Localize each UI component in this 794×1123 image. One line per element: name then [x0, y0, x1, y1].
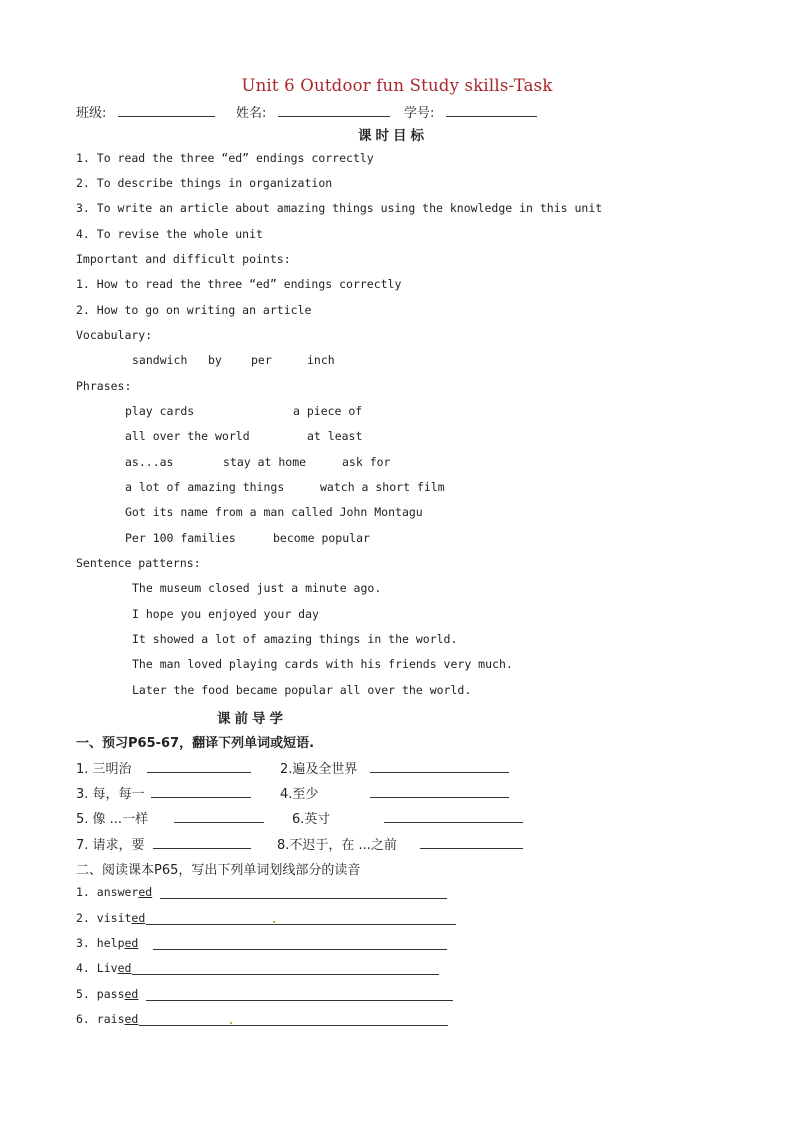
phrase-item: play cards: [125, 404, 195, 418]
vocabulary-word: by: [208, 353, 222, 367]
phrase-item: all over the world: [125, 429, 250, 443]
ed-ending: ed: [124, 936, 139, 950]
word-stem: rais: [96, 1012, 125, 1026]
translate-item: 4.至少: [280, 787, 319, 802]
translate-item: 3. 每，每一: [76, 787, 145, 802]
translate-item: 5. 像 ...一样: [76, 812, 149, 827]
pronunciation-item: [76, 885, 152, 899]
mark-dot: [273, 921, 275, 923]
objectives-heading: 课时目标: [358, 128, 428, 144]
sentences-label: Sentence patterns:: [76, 556, 201, 570]
translate-item: 2.遍及全世界: [280, 762, 358, 777]
vocabulary-word: per: [251, 353, 272, 367]
item-number: 4.: [76, 961, 90, 975]
phrase-item: stay at home: [223, 455, 307, 469]
vocabulary-label: Vocabulary:: [76, 328, 153, 342]
item-number: 3.: [76, 936, 90, 950]
key-point-item: 1. How to read the three “ed” endings correctly: [76, 277, 402, 291]
sentence-item: The man loved playing cards with his friends very much.: [132, 657, 513, 671]
translate-item: 6.英寸: [292, 812, 331, 827]
number-label: 学号:: [404, 106, 435, 121]
item-number: 2.: [76, 911, 90, 925]
word-stem: answer: [96, 885, 139, 899]
item-number: 6.: [76, 1012, 90, 1026]
answer-blank[interactable]: [146, 924, 456, 925]
objective-item: 4. To revise the whole unit: [76, 227, 263, 241]
phrase-item: Got its name from a man called John Montagu: [125, 505, 423, 519]
item-number: 5.: [76, 987, 90, 1001]
answer-blank[interactable]: [146, 1000, 453, 1001]
name-blank[interactable]: [278, 116, 390, 117]
phrase-item: a lot of amazing things: [125, 480, 285, 494]
objective-item: 1. To read the three “ed” endings correctly: [76, 151, 374, 165]
part2-title: 二、阅读课本P65，写出下列单词划线部分的读音: [76, 863, 361, 878]
word-stem: Liv: [96, 961, 118, 975]
ed-ending: ed: [124, 987, 139, 1001]
answer-blank[interactable]: [151, 797, 251, 798]
answer-blank[interactable]: [132, 974, 439, 975]
pronunciation-item: [76, 911, 145, 925]
word-stem: visit: [96, 911, 132, 925]
ed-ending: ed: [124, 1012, 139, 1026]
phrase-item: watch a short film: [320, 480, 445, 494]
class-blank[interactable]: [118, 116, 215, 117]
phrase-item: at least: [307, 429, 363, 443]
word-stem: pass: [96, 987, 125, 1001]
phrase-item: ask for: [342, 455, 391, 469]
page-title: Unit 6 Outdoor fun Study skills-Task: [241, 76, 553, 95]
phrases-label: Phrases:: [76, 379, 132, 393]
answer-blank[interactable]: [139, 1025, 448, 1026]
answer-blank[interactable]: [384, 822, 523, 823]
objective-item: 2. To describe things in organization: [76, 176, 333, 190]
sentence-item: It showed a lot of amazing things in the world.: [132, 632, 458, 646]
class-label: 班级:: [76, 106, 107, 121]
answer-blank[interactable]: [147, 772, 251, 773]
pronunciation-item: [76, 987, 138, 1001]
mark-dot: [230, 1022, 232, 1024]
ed-ending: ed: [131, 911, 146, 925]
answer-blank[interactable]: [174, 822, 264, 823]
sentence-item: The museum closed just a minute ago.: [132, 581, 382, 595]
phrase-item: become popular: [273, 531, 370, 545]
translate-item: 8.不迟于，在 ...之前: [277, 838, 397, 853]
part1-title: 一、预习P65-67，翻译下列单词或短语.: [76, 736, 315, 751]
ed-ending: ed: [117, 961, 132, 975]
objective-item: 3. To write an article about amazing things using the knowledge in this unit: [76, 201, 603, 215]
answer-blank[interactable]: [370, 772, 509, 773]
ed-ending: ed: [138, 885, 153, 899]
answer-blank[interactable]: [370, 797, 509, 798]
sentence-item: Later the food became popular all over the world.: [132, 683, 472, 697]
pronunciation-item: [76, 936, 138, 950]
number-blank[interactable]: [446, 116, 537, 117]
pronunciation-item: [76, 1012, 138, 1026]
phrase-item: a piece of: [293, 404, 363, 418]
name-label: 姓名:: [236, 106, 267, 121]
vocabulary-word: sandwich: [132, 353, 188, 367]
translate-item: 1. 三明治: [76, 762, 132, 777]
answer-blank[interactable]: [160, 898, 447, 899]
pronunciation-item: [76, 961, 131, 975]
phrase-item: as...as: [125, 455, 174, 469]
key-points-label: Important and difficult points:: [76, 252, 291, 266]
translate-item: 7. 请求，要: [76, 838, 145, 853]
answer-blank[interactable]: [153, 949, 447, 950]
answer-blank[interactable]: [420, 848, 523, 849]
key-point-item: 2. How to go on writing an article: [76, 303, 312, 317]
word-stem: help: [96, 936, 125, 950]
item-number: 1.: [76, 885, 90, 899]
answer-blank[interactable]: [153, 848, 251, 849]
vocabulary-word: inch: [307, 353, 335, 367]
preview-heading: 课前导学: [217, 711, 287, 727]
phrase-item: Per 100 families: [125, 531, 236, 545]
sentence-item: I hope you enjoyed your day: [132, 607, 319, 621]
